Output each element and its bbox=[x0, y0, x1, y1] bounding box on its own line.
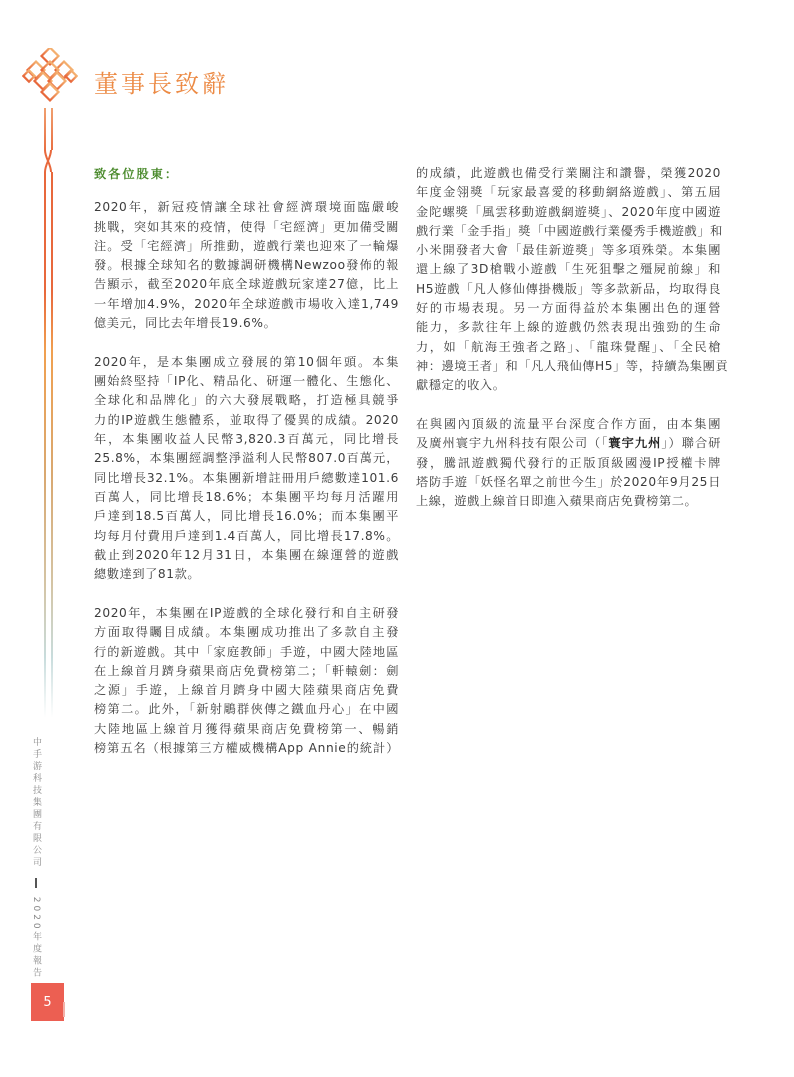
text-line: 2020年，新冠疫情讓全球社會經濟環境面臨嚴峻 bbox=[94, 200, 399, 215]
text-line: 均每月付費用戶達到1.4百萬人，同比增長17.8%。 bbox=[94, 528, 399, 543]
paragraph-group-performance bbox=[94, 353, 399, 585]
page-number: 5 bbox=[43, 994, 52, 1010]
page-title: 董事長致辭 bbox=[94, 70, 229, 98]
paragraph-ip-games bbox=[94, 604, 399, 758]
text-line: 能力，多款往年上線的遊戲仍然表現出強勁的生命 bbox=[416, 320, 721, 335]
text-line: 榜第二。此外，「新射鵰群俠傳之鐵血丹心」在中國 bbox=[94, 702, 399, 717]
page-number-badge bbox=[31, 983, 64, 1021]
company-name: 中手游科技集團有限公司 bbox=[31, 737, 41, 869]
text-line: 發。根據全球知名的數據調研機構Newzoo發佈的報 bbox=[94, 258, 399, 273]
text-line: 截止到2020年12月31日，本集團在線運營的遊戲 bbox=[94, 547, 399, 562]
paragraph-partnership bbox=[416, 415, 721, 511]
text-line: 的成績，此遊戲也備受行業關注和讚譽，榮獲2020 bbox=[416, 166, 721, 180]
text-line: 戲行業「金手指」獎「中國遊戲行業優秀手機遊戲」和 bbox=[416, 223, 723, 238]
text-line: 獻穩定的收入。 bbox=[416, 378, 506, 393]
line-twist-icon bbox=[40, 150, 56, 172]
text-line: 方面取得矚目成績。本集團成功推出了多款自主發 bbox=[94, 625, 399, 640]
text-line: 總數達到了81款。 bbox=[94, 567, 201, 582]
text-line: 同比增長32.1%。本集團新增註冊用戶總數達101.6 bbox=[94, 470, 399, 485]
text-line: 注。受「宅經濟」所推動，遊戲行業也迎來了一輪爆 bbox=[94, 238, 399, 253]
text-line: 年度金翎獎「玩家最喜愛的移動網絡遊戲」、第五屆 bbox=[416, 185, 721, 200]
text-line: H5遊戲「凡人修仙傳掛機版」等多款新品，均取得良 bbox=[416, 281, 721, 296]
text-line: 25.8%，本集團經調整淨溢利人民幣807.0百萬元， bbox=[94, 451, 399, 466]
text-line: 金陀螺獎「風雲移動遊戲網遊獎」、2020年度中國遊 bbox=[416, 204, 721, 219]
text-line: 榜第五名（根據第三方權威機構App Annie的統計） bbox=[94, 741, 399, 756]
text-line: 之源」手遊，上線首月躋身中國大陸蘋果商店免費 bbox=[94, 683, 399, 698]
text-line: 在上線首月躋身蘋果商店免費榜第二；「軒轅劍：劍 bbox=[94, 663, 399, 678]
text-line: 年，本集團收益人民幣3,820.3百萬元，同比增長 bbox=[94, 432, 399, 447]
text-line: 力的IP遊戲生態體系，並取得了優異的成績。2020 bbox=[94, 412, 399, 427]
company-short-name: 寰宇九州 bbox=[608, 436, 662, 451]
text-line: 在與國內頂級的流量平台深度合作方面，由本集團 bbox=[416, 417, 721, 432]
text-line: 一年增加4.9%，2020年全球遊戲市場收入達1,749 bbox=[94, 296, 399, 311]
side-footer bbox=[30, 737, 43, 980]
text-line: 挑戰，突如其來的疫情，使得「宅經濟」更加備受關 bbox=[94, 219, 399, 234]
text-line: 百萬人，同比增長18.6%；本集團平均每月活躍用 bbox=[94, 489, 399, 504]
page-number-accent bbox=[63, 1002, 65, 1017]
decorative-line-right bbox=[51, 108, 53, 718]
salutation: 致各位股東： bbox=[94, 167, 180, 181]
text-segment: 」）聯合研 bbox=[661, 436, 722, 451]
footer-separator bbox=[35, 878, 37, 888]
text-line: 還上線了3D槍戰小遊戲「生死狙擊之殭屍前線」和 bbox=[416, 262, 721, 277]
text-line: 2020年，本集團在IP遊戲的全球化發行和自主研發 bbox=[94, 605, 399, 620]
text-line: 行的新遊戲。其中「家庭教師」手遊，中國大陸地區 bbox=[94, 644, 399, 659]
report-name: 2020年度報告 bbox=[31, 896, 41, 980]
text-line: 億美元，同比去年增長19.6%。 bbox=[94, 316, 277, 331]
text-line: 上線，遊戲上線首日即進入蘋果商店免費榜第二。 bbox=[416, 494, 698, 509]
text-line bbox=[416, 434, 721, 453]
right-column bbox=[416, 164, 729, 531]
text-line: 戶達到18.5百萬人，同比增長16.0%；而本集團平 bbox=[94, 509, 399, 524]
chinese-knot-logo-icon bbox=[22, 48, 78, 110]
text-line: 小米開發者大會「最佳新遊獎」等多項殊榮。本集團 bbox=[416, 243, 721, 258]
text-line: 全球化和品牌化」的六大發展戰略，打造極具競爭 bbox=[94, 393, 399, 408]
left-column bbox=[94, 165, 399, 778]
text-line: 2020年，是本集團成立發展的第10個年頭。本集 bbox=[94, 354, 399, 369]
paragraph-global-market bbox=[94, 198, 399, 333]
text-line: 神：邊境王者」和「凡人飛仙傳H5」等，持續為集團貢 bbox=[416, 358, 729, 373]
text-line: 發，騰訊遊戲獨代發行的正版頂級國漫IP授權卡牌 bbox=[416, 455, 721, 470]
decorative-line-left bbox=[44, 108, 46, 718]
text-line: 團始終堅持「IP化、精品化、研運一體化、生態化、 bbox=[94, 374, 399, 389]
text-line: 塔防手遊「妖怪名單之前世今生」於2020年9月25日 bbox=[416, 474, 721, 489]
text-line: 好的市場表現。另一方面得益於本集團出色的運營 bbox=[416, 301, 721, 316]
text-line: 力，如「航海王強者之路」、「龍珠覺醒」、「全民槍 bbox=[416, 339, 721, 354]
text-line: 大陸地區上線首月獲得蘋果商店免費榜第一、暢銷 bbox=[94, 721, 399, 736]
text-segment: 及廣州寰宇九州科技有限公司（「 bbox=[416, 436, 609, 451]
text-line: 告顯示，截至2020年底全球遊戲玩家達27億，比上 bbox=[94, 277, 399, 292]
paragraph-awards bbox=[416, 164, 729, 396]
